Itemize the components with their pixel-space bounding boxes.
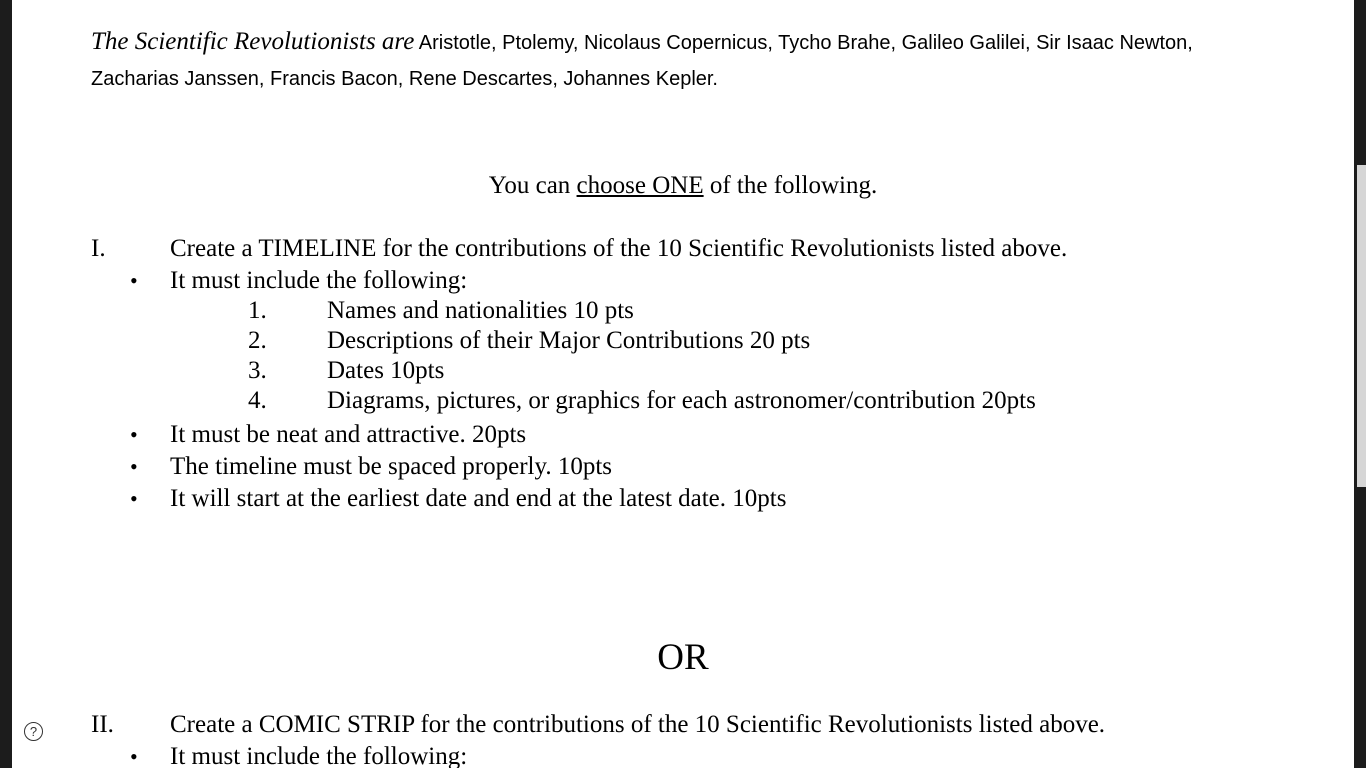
choose-after: of the following. (703, 172, 878, 199)
bullet-item: It will start at the earliest date and end at the latest date. 10pts (170, 485, 787, 512)
intro-lead: The Scientific Revolutionists are (91, 28, 415, 55)
bullet-icon: • (130, 744, 138, 768)
section1-include: It must include the following: (170, 267, 468, 294)
list-item: Diagrams, pictures, or graphics for each astronomer/contribution 20pts (327, 387, 1036, 414)
bullet-icon: • (130, 486, 138, 511)
section2-title: Create a COMIC STRIP for the contributions of the 10 Scientific Revolutionists listed above. (170, 711, 1106, 738)
section1-title: Create a TIMELINE for the contributions of the 10 Scientific Revolutionists listed above. (170, 235, 1068, 262)
document-page (12, 0, 1354, 768)
section1-numeral: I. (91, 235, 106, 262)
bullet-icon: • (130, 454, 138, 479)
list-item: Dates 10pts (327, 357, 445, 384)
choose-instruction (12, 172, 1354, 200)
bullet-icon: • (130, 422, 138, 447)
choose-underlined: choose ONE (576, 172, 704, 199)
scrollbar-thumb[interactable] (1357, 165, 1366, 487)
section2-include: It must include the following: (170, 743, 468, 768)
vertical-scrollbar[interactable] (1354, 0, 1366, 768)
or-separator: OR (657, 637, 709, 678)
bullet-item: The timeline must be spaced properly. 10pts (170, 453, 613, 480)
section2-numeral: II. (91, 711, 114, 738)
intro-paragraph (91, 24, 1211, 97)
bullet-item: It must be neat and attractive. 20pts (170, 421, 527, 448)
choose-before: You can (488, 172, 577, 199)
list-number: 2. (248, 327, 267, 354)
bullet-icon: • (130, 268, 138, 293)
list-number: 3. (248, 357, 267, 384)
left-gutter (0, 0, 12, 768)
list-item: Names and nationalities 10 pts (327, 297, 634, 324)
list-number: 4. (248, 387, 267, 414)
list-item: Descriptions of their Major Contributions 20 pts (327, 327, 811, 354)
help-icon[interactable]: ? (24, 722, 43, 741)
intro-names: Aristotle, Ptolemy, Nicolaus Copernicus, Tycho Brahe, Galileo Galilei, Sir Isaac Newton, Zacharias Janssen, Francis Bacon, Rene Descartes, Johannes Kepler. (91, 32, 1193, 90)
list-number: 1. (248, 297, 267, 324)
